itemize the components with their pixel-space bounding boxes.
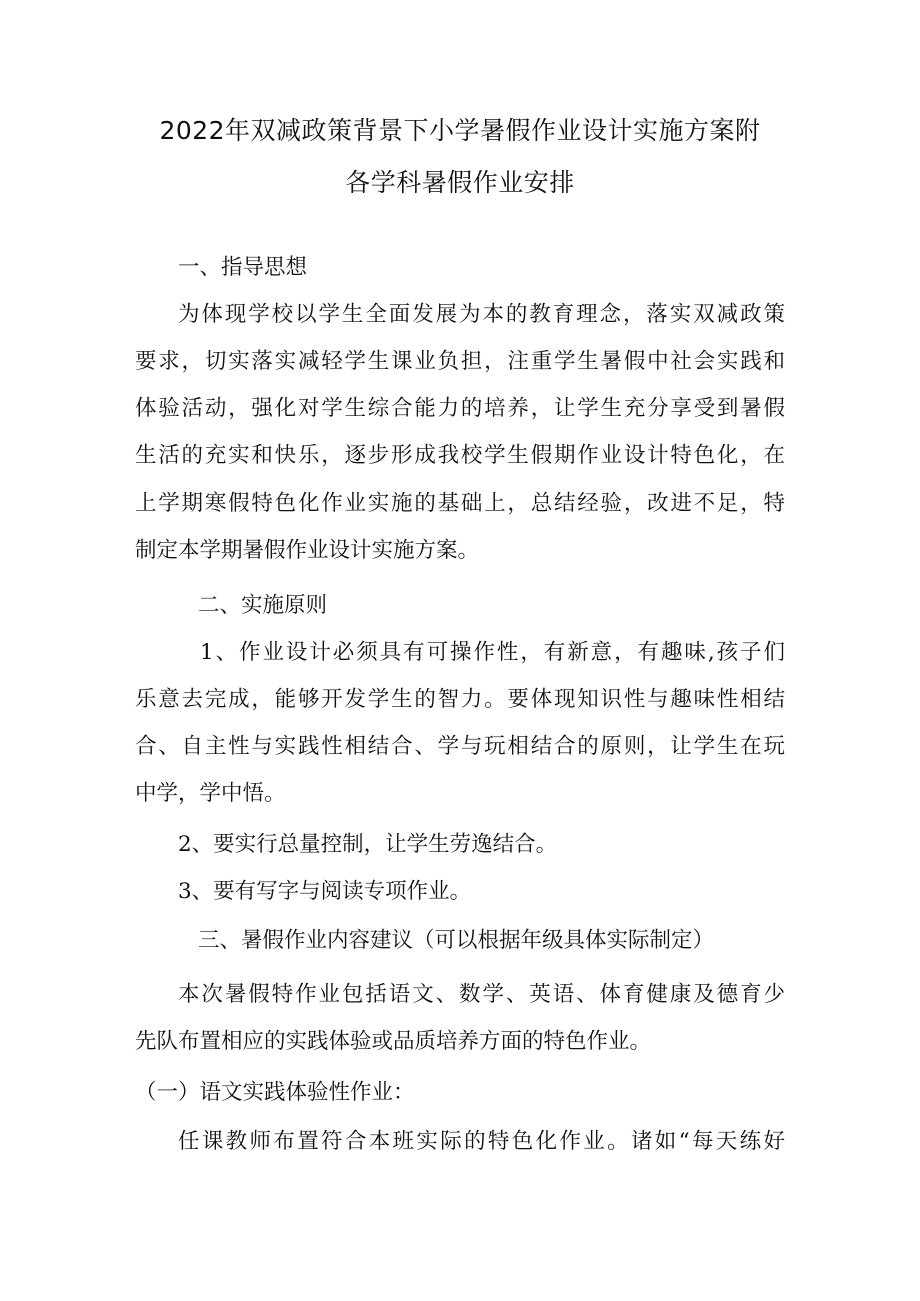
paragraph-line: 为体现学校以学生全面发展为本的教育理念，落实双减政策 [178, 302, 785, 327]
paragraph-line: 先队布置相应的实践体验或品质培养方面的特色作业。 [135, 1029, 652, 1054]
paragraph-line: 任课教师布置符合本班实际的特色化作业。诸如“每天练好 [178, 1129, 785, 1154]
section-heading-guiding-thought: 一、指导思想 [178, 255, 308, 280]
subsection-heading-chinese: （一）语文实践体验性作业： [135, 1080, 415, 1105]
paragraph-line: 乐意去完成，能够开发学生的智力。要体现知识性与趣味性相结 [135, 687, 785, 712]
paragraph-line: 生活的充实和快乐，逐步形成我校学生假期作业设计特色化，在 [135, 443, 785, 468]
paragraph-line: 本次暑假特作业包括语文、数学、英语、体育健康及德育少 [178, 982, 785, 1007]
principle-item: 2、要实行总量控制，让学生劳逸结合。 [178, 832, 558, 857]
paragraph-line: 体验活动，强化对学生综合能力的培养，让学生充分享受到暑假 [135, 396, 785, 421]
paragraph-line: 中学，学中悟。 [135, 781, 286, 806]
section-heading-homework-suggestions: 三、暑假作业内容建议（可以根据年级具体实际制定） [198, 928, 715, 953]
paragraph-line: 1、作业设计必须具有可操作性，有新意，有趣味,孩子们 [200, 640, 785, 665]
section-heading-principles: 二、实施原则 [198, 593, 328, 618]
paragraph-line: 要求，切实落实减轻学生课业负担，注重学生暑假中社会实践和 [135, 349, 785, 374]
document-title-line-1: 2022年双减政策背景下小学暑假作业设计实施方案附 [159, 116, 761, 145]
paragraph-line: 上学期寒假特色化作业实施的基础上，总结经验，改进不足，特 [135, 491, 785, 516]
paragraph-line: 制定本学期暑假作业设计实施方案。 [135, 538, 480, 563]
document-title-line-2: 各学科暑假作业安排 [345, 168, 575, 197]
principle-item: 3、要有写字与阅读专项作业。 [178, 879, 472, 904]
paragraph-line: 合、自主性与实践性相结合、学与玩相结合的原则，让学生在玩 [135, 734, 785, 759]
